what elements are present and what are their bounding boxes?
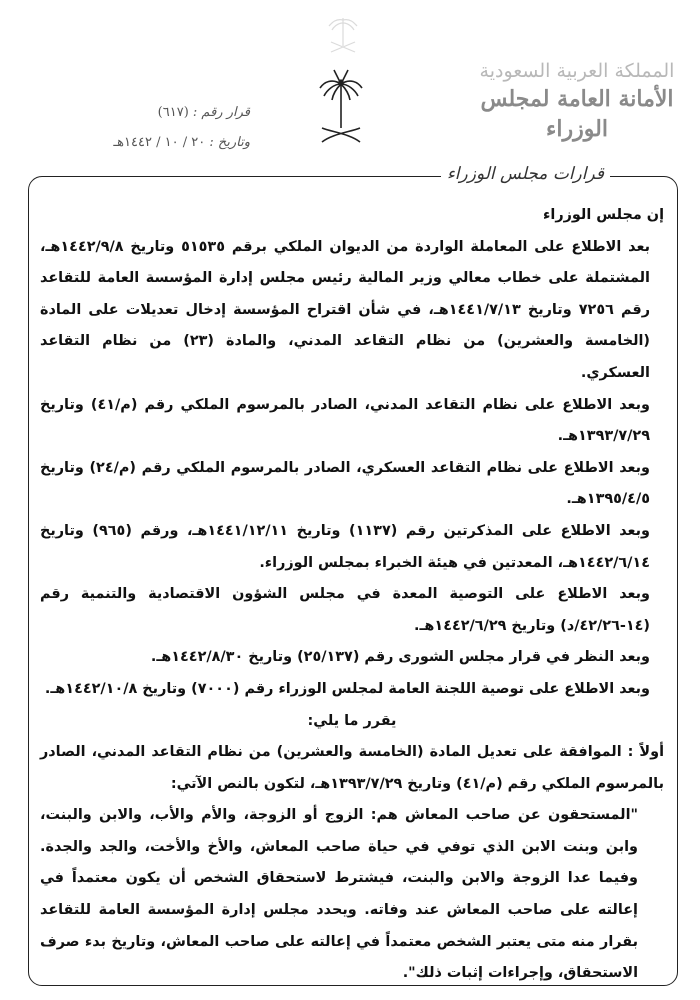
decision-body — [40, 200, 664, 990]
decides-heading: يقرر ما يلي: — [307, 712, 397, 729]
secretariat-title: الأمانة العامة لمجلس الوزراء — [480, 86, 674, 142]
kingdom-title: المملكة العربية السعودية — [479, 60, 675, 82]
paragraph-3: وبعد الاطلاع على نظام التقاعد العسكري، الصادر بالمرسوم الملكي رقم (م/٢٤) وتاريخ ١٣٩٥/٤/٥هـ. — [40, 459, 650, 508]
decision-number-line — [100, 98, 250, 128]
decision-reference — [100, 98, 250, 158]
paragraph-6: وبعد النظر في قرار مجلس الشورى رقم (٢٥/١٣٧) وتاريخ ١٤٤٢/٨/٣٠هـ. — [150, 649, 650, 666]
amended-article-text: "المستحقون عن صاحب المعاش هم: الزوج أو الزوجة، والأم والأب، والابن والبنت، وابن وبنت الابن الذي توفي في حياة صاحب المعاش، والأخ والأخت، والجد والجدة. وفيما عدا الزوجة والابن والبنت، فيشترط لاستحقاق الشخص أن يكون معتمداً في إعالته على صاحب المعاش عند وفاته. ويحدد مجلس إدارة المؤسسة العامة للتقاعد بقرار منه متى يعتبر الشخص معتمداً في إعالته على صاحب المعاش، وتاريخ بدء صرف الاستحقاق، وإجراءات إثبات ذلك". — [40, 807, 638, 982]
intro-line: إن مجلس الوزراء — [543, 207, 664, 223]
first-clause — [40, 737, 664, 800]
paragraph-2: وبعد الاطلاع على نظام التقاعد المدني، الصادر بالمرسوم الملكي رقم (م/٤١) وتاريخ ١٣٩٣/٧/٢٩هـ. — [40, 396, 650, 445]
watermark-emblem-icon — [325, 12, 361, 56]
frame-title: قرارات مجلس الوزراء — [441, 164, 610, 184]
paragraph-5: وبعد الاطلاع على التوصية المعدة في مجلس الشؤون الاقتصادية والتنمية رقم (١٤-٤٢/٢٦/د) وتاريخ ١٤٤٢/٦/٢٩هـ. — [40, 586, 650, 634]
palm-swords-emblem-icon — [318, 68, 364, 148]
first-clause-label: أولاً : — [627, 744, 665, 761]
paragraph-1: بعد الاطلاع على المعاملة الواردة من الديوان الملكي برقم ٥١٥٣٥ وتاريخ ١٤٤٢/٩/٨هـ، المشتملة على خطاب معالي وزير المالية رئيس مجلس إدارة المؤسسة العامة للتقاعد رقم ٧٢٥٦ وتاريخ ١٤٤١/٧/١٣هـ، في شأن اقتراح المؤسسة إدخال تعديلات على المادة (الخامسة والعشرين) من نظام التقاعد المدني، والمادة (٢٣) من نظام التقاعد العسكري. — [40, 238, 650, 381]
date-label: وتاريخ : — [209, 135, 250, 150]
paragraph-7: وبعد الاطلاع على توصية اللجنة العامة لمجلس الوزراء رقم (٧٠٠٠) وتاريخ ١٤٤٢/١٠/٨هـ. — [44, 680, 650, 697]
paragraph-4: وبعد الاطلاع على المذكرتين رقم (١١٣٧) وتاريخ ١٤٤١/١٢/١١هـ، ورقم (٩٦٥) وتاريخ ١٤٤٢/٦/١٤هـ، المعدتين في هيئة الخبراء بمجلس الوزراء. — [40, 522, 650, 571]
first-clause-text: الموافقة على تعديل المادة (الخامسة والعشرين) من نظام التقاعد المدني، الصادر بالمرسوم الملكي رقم (م/٤١) وتاريخ ١٣٩٣/٧/٢٩هـ، لتكون بالنص الآتي: — [40, 744, 664, 792]
decision-date: ٢٠ / ١٠ / ١٤٤٢هـ — [113, 135, 206, 150]
decision-number: (٦١٧) — [157, 105, 189, 120]
decision-label: قرار رقم : — [192, 105, 250, 120]
decision-date-line — [100, 128, 250, 158]
issuer-header — [472, 58, 682, 144]
